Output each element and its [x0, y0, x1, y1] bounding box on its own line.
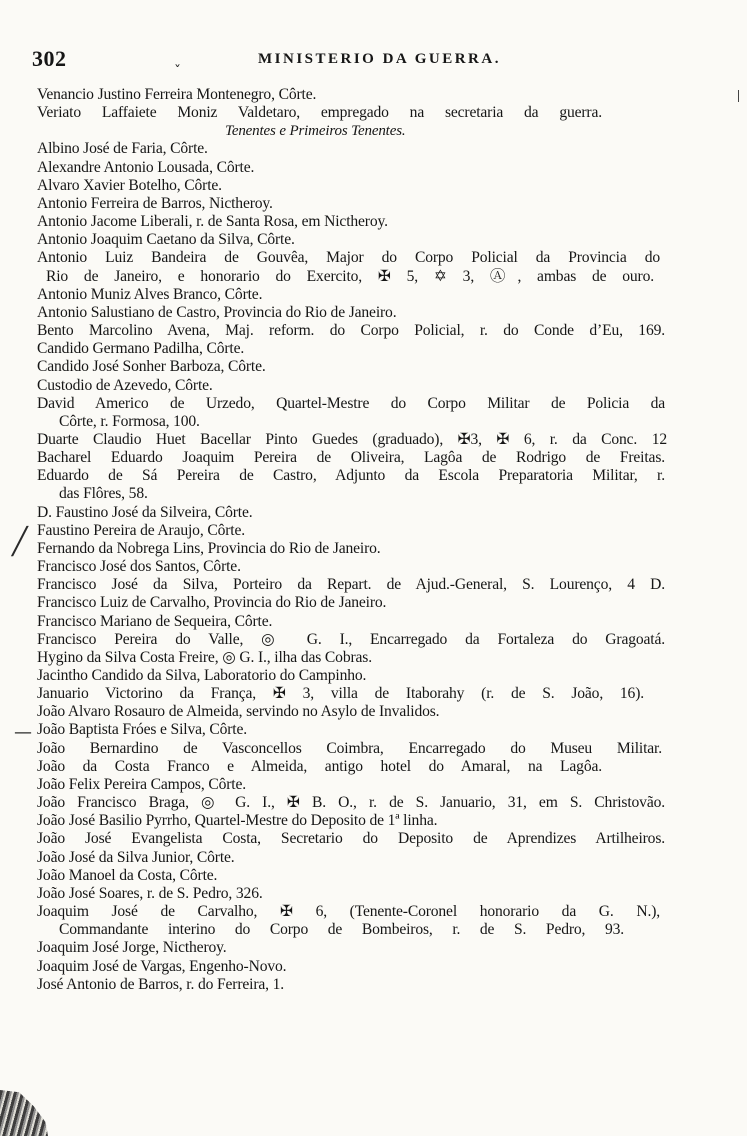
register-line: Albino José de Faria, Côrte.: [37, 140, 208, 158]
register-line: Antonio Jacome Liberali, r. de Santa Rosa, em Nictheroy.: [37, 213, 388, 231]
margin-small-mark: ˇ: [174, 64, 181, 80]
register-line: Commandante interino do Corpo de Bombeiros, r. de S. Pedro, 93.: [59, 921, 624, 939]
register-line: João da Costa Franco e Almeida, antigo hotel do Amaral, na Lagôa.: [37, 757, 602, 775]
register-line: João Manoel da Costa, Côrte.: [37, 866, 218, 884]
register-line: Joaquim José de Carvalho, ✠ 6, (Tenente-Coronel honorario da G. N.),: [37, 903, 660, 921]
register-line: Antonio Luiz Bandeira de Gouvêa, Major do Corpo Policial da Provincia do: [37, 249, 660, 267]
margin-dash-mark: —: [14, 722, 32, 743]
register-line: Candido Germano Padilha, Côrte.: [37, 340, 245, 358]
register-entries: [0, 86, 747, 994]
register-line: Januario Victorino da França, ✠ 3, villa de Itaborahy (r. de S. João, 16).: [37, 685, 644, 703]
register-line: João José Evangelista Costa, Secretario do Deposito de Aprendizes Artilheiros.: [37, 830, 665, 848]
register-line: Alexandre Antonio Lousada, Côrte.: [37, 158, 255, 176]
margin-slash-mark: ╱: [12, 527, 28, 557]
register-line: Eduardo de Sá Pereira de Castro, Adjunto da Escola Preparatoria Militar, r.: [37, 467, 665, 485]
section-heading: Tenentes e Primeiros Tenentes.: [225, 123, 406, 140]
register-line: Bacharel Eduardo Joaquim Pereira de Oliveira, Lagôa de Rodrigo de Freitas.: [37, 449, 665, 467]
register-line: Francisco Luiz de Carvalho, Provincia do Rio de Janeiro.: [37, 594, 387, 612]
register-line: João José Soares, r. de S. Pedro, 326.: [37, 884, 263, 902]
register-line: das Flôres, 58.: [59, 485, 148, 503]
margin-rule-mark: [738, 90, 739, 102]
page-number: 302: [32, 46, 67, 71]
page-corner-stain: [0, 1090, 48, 1136]
register-line: Rio de Janeiro, e honorario do Exercito, ✠ 5, ✡ 3, Ⓐ, ambas de ouro.: [46, 267, 654, 285]
register-line: Antonio Ferreira de Barros, Nictheroy.: [37, 194, 273, 212]
register-line: Alvaro Xavier Botelho, Côrte.: [37, 176, 222, 194]
register-line: Fernando da Nobrega Lins, Provincia do Rio de Janeiro.: [37, 539, 381, 557]
register-line: Antonio Salustiano de Castro, Provincia do Rio de Janeiro.: [37, 303, 397, 321]
register-line: Bento Marcolino Avena, Maj. reform. do Corpo Policial, r. do Conde d’Eu, 169.: [37, 322, 665, 340]
register-line: João Felix Pereira Campos, Côrte.: [37, 775, 246, 793]
register-line: João Bernardino de Vasconcellos Coimbra, Encarregado do Museu Militar.: [37, 739, 662, 757]
register-line: Francisco José dos Santos, Côrte.: [37, 558, 241, 576]
register-line: Faustino Pereira de Araujo, Côrte.: [37, 521, 245, 539]
register-line: Francisco Mariano de Sequeira, Côrte.: [37, 612, 273, 630]
register-line: Duarte Claudio Huet Bacellar Pinto Guedes (graduado), ✠3, ✠ 6, r. da Conc. 12: [37, 430, 667, 448]
register-line: Joaquim José Jorge, Nictheroy.: [37, 939, 227, 957]
register-line: João Francisco Braga, ◎ G. I., ✠ B. O., r. de S. Januario, 31, em S. Christovão.: [37, 794, 665, 812]
register-line: José Antonio de Barros, r. do Ferreira, 1.: [37, 975, 285, 993]
register-line: João Baptista Fróes e Silva, Côrte.: [37, 721, 248, 739]
register-line: João Alvaro Rosauro de Almeida, servindo no Asylo de Invalidos.: [37, 703, 440, 721]
register-line: Venancio Justino Ferreira Montenegro, Côrte.: [37, 86, 317, 103]
register-line: Francisco Pereira do Valle, ◎ G. I., Encarregado da Fortaleza do Gragoatá.: [37, 630, 665, 648]
register-line: Antonio Joaquim Caetano da Silva, Côrte.: [37, 231, 295, 249]
register-line: Hygino da Silva Costa Freire, ◎ G. I., ilha das Cobras.: [37, 648, 372, 666]
register-line: Côrte, r. Formosa, 100.: [59, 412, 200, 430]
register-line: Candido José Sonher Barboza, Côrte.: [37, 358, 266, 376]
register-line: Francisco José da Silva, Porteiro da Repart. de Ajud.-General, S. Lourenço, 4 D.: [37, 576, 665, 594]
register-line: Antonio Muniz Alves Branco, Côrte.: [37, 285, 263, 303]
running-head: MINISTERIO DA GUERRA.: [258, 51, 501, 67]
register-line: Jacintho Candido da Silva, Laboratorio do Campinho.: [37, 667, 367, 684]
register-line: D. Faustino José da Silveira, Côrte.: [37, 503, 253, 521]
register-line: David Americo de Urzedo, Quartel-Mestre do Corpo Militar de Policia da: [37, 394, 665, 412]
register-line: Joaquim José de Vargas, Engenho-Novo.: [37, 957, 287, 975]
register-line: Veriato Laffaiete Moniz Valdetaro, empregado na secretaria da guerra.: [37, 104, 602, 122]
register-line: João José da Silva Junior, Côrte.: [37, 848, 235, 866]
register-line: João José Basilio Pyrrho, Quartel-Mestre do Deposito de 1ª linha.: [37, 812, 438, 830]
register-line: Custodio de Azevedo, Côrte.: [37, 376, 213, 394]
